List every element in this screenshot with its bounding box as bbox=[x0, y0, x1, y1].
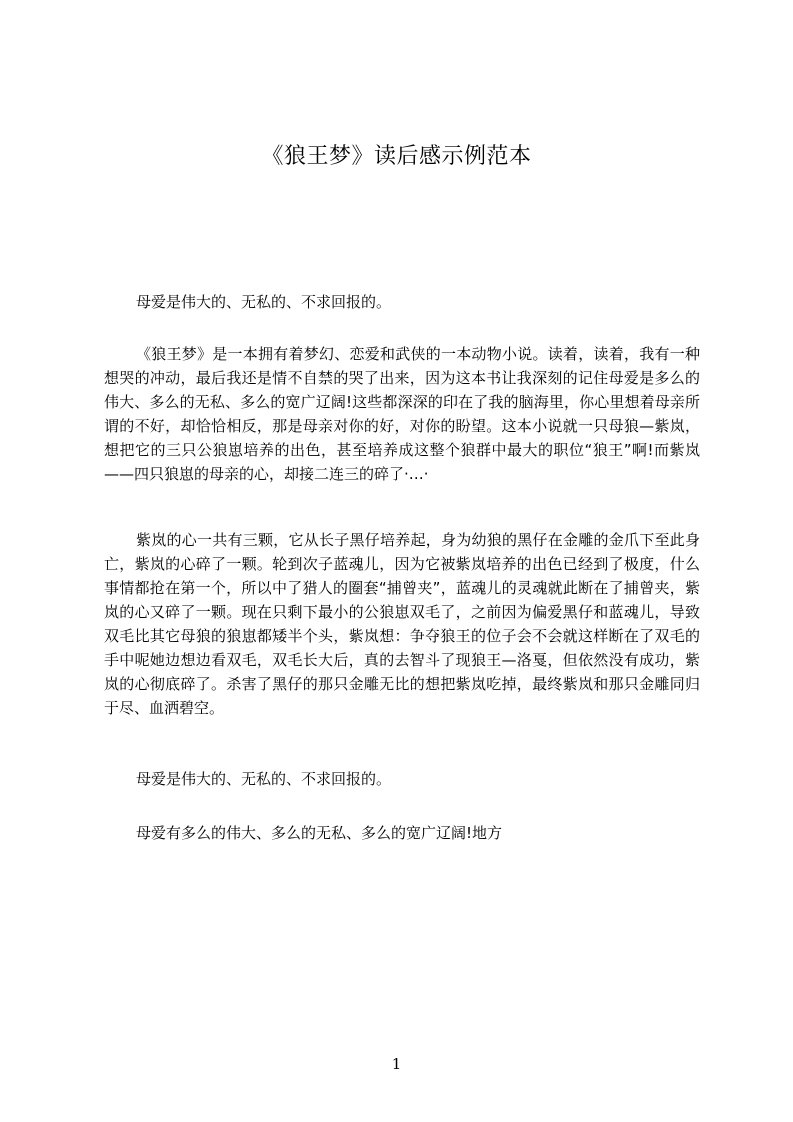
paragraph-2: 《狼王梦》是一本拥有着梦幻、恋爱和武侠的一本动物小说。读着，读着，我有一种想哭的冲动，最后我还是情不自禁的哭了出来，因为这本书让我深刻的记住母爱是多么的伟大、多么的无私、多么的宽广辽阔!这些都深深的印在了我的脑海里，你心里想着母亲所谓的不好，却恰恰相反，那是母亲对你的好，对你的盼望。这本小说就一只母狼—紫岚，想把它的三只公狼崽培养的出色，甚至培养成这整个狼群中最大的职位“狼王”啊!而紫岚——四只狼崽的母亲的心，却接二连三的碎了·…· bbox=[104, 345, 700, 483]
document-title: 《狼王梦》读后感示例范本 bbox=[261, 144, 532, 169]
page-number: 1 bbox=[391, 1055, 402, 1073]
paragraph-5: 母爱有多么的伟大、多么的无私、多么的宽广辽阔!地方 bbox=[136, 824, 503, 842]
paragraph-4: 母爱是伟大的、无私的、不求回报的。 bbox=[136, 770, 392, 788]
paragraph-1: 母爱是伟大的、无私的、不求回报的。 bbox=[136, 293, 392, 311]
paragraph-3: 紫岚的心一共有三颗，它从长子黑仔培养起，身为幼狼的黑仔在金雕的金爪下至此身亡，紫岚的心碎了一颗。轮到次子蓝魂儿，因为它被紫岚培养的出色已经到了极度，什么事情都抢在第一个，所以中了猎人的圈套“捕曾夹”，蓝魂儿的灵魂就此断在了捕曾夹，紫岚的心又碎了一颗。现在只剩下最小的公狼崽双毛了，之前因为偏爱黑仔和蓝魂儿，导致双毛比其它母狼的狼崽都矮半个头，紫岚想：争夺狼王的位子会不会就这样断在了双毛的手中呢她边想边看双毛，双毛长大后，真的去智斗了现狼王—洛戛，但依然没有成功，紫岚的心彻底碎了。杀害了黑仔的那只金雕无比的想把紫岚吃掉，最终紫岚和那只金雕同归于尽、血洒碧空。 bbox=[104, 531, 700, 717]
